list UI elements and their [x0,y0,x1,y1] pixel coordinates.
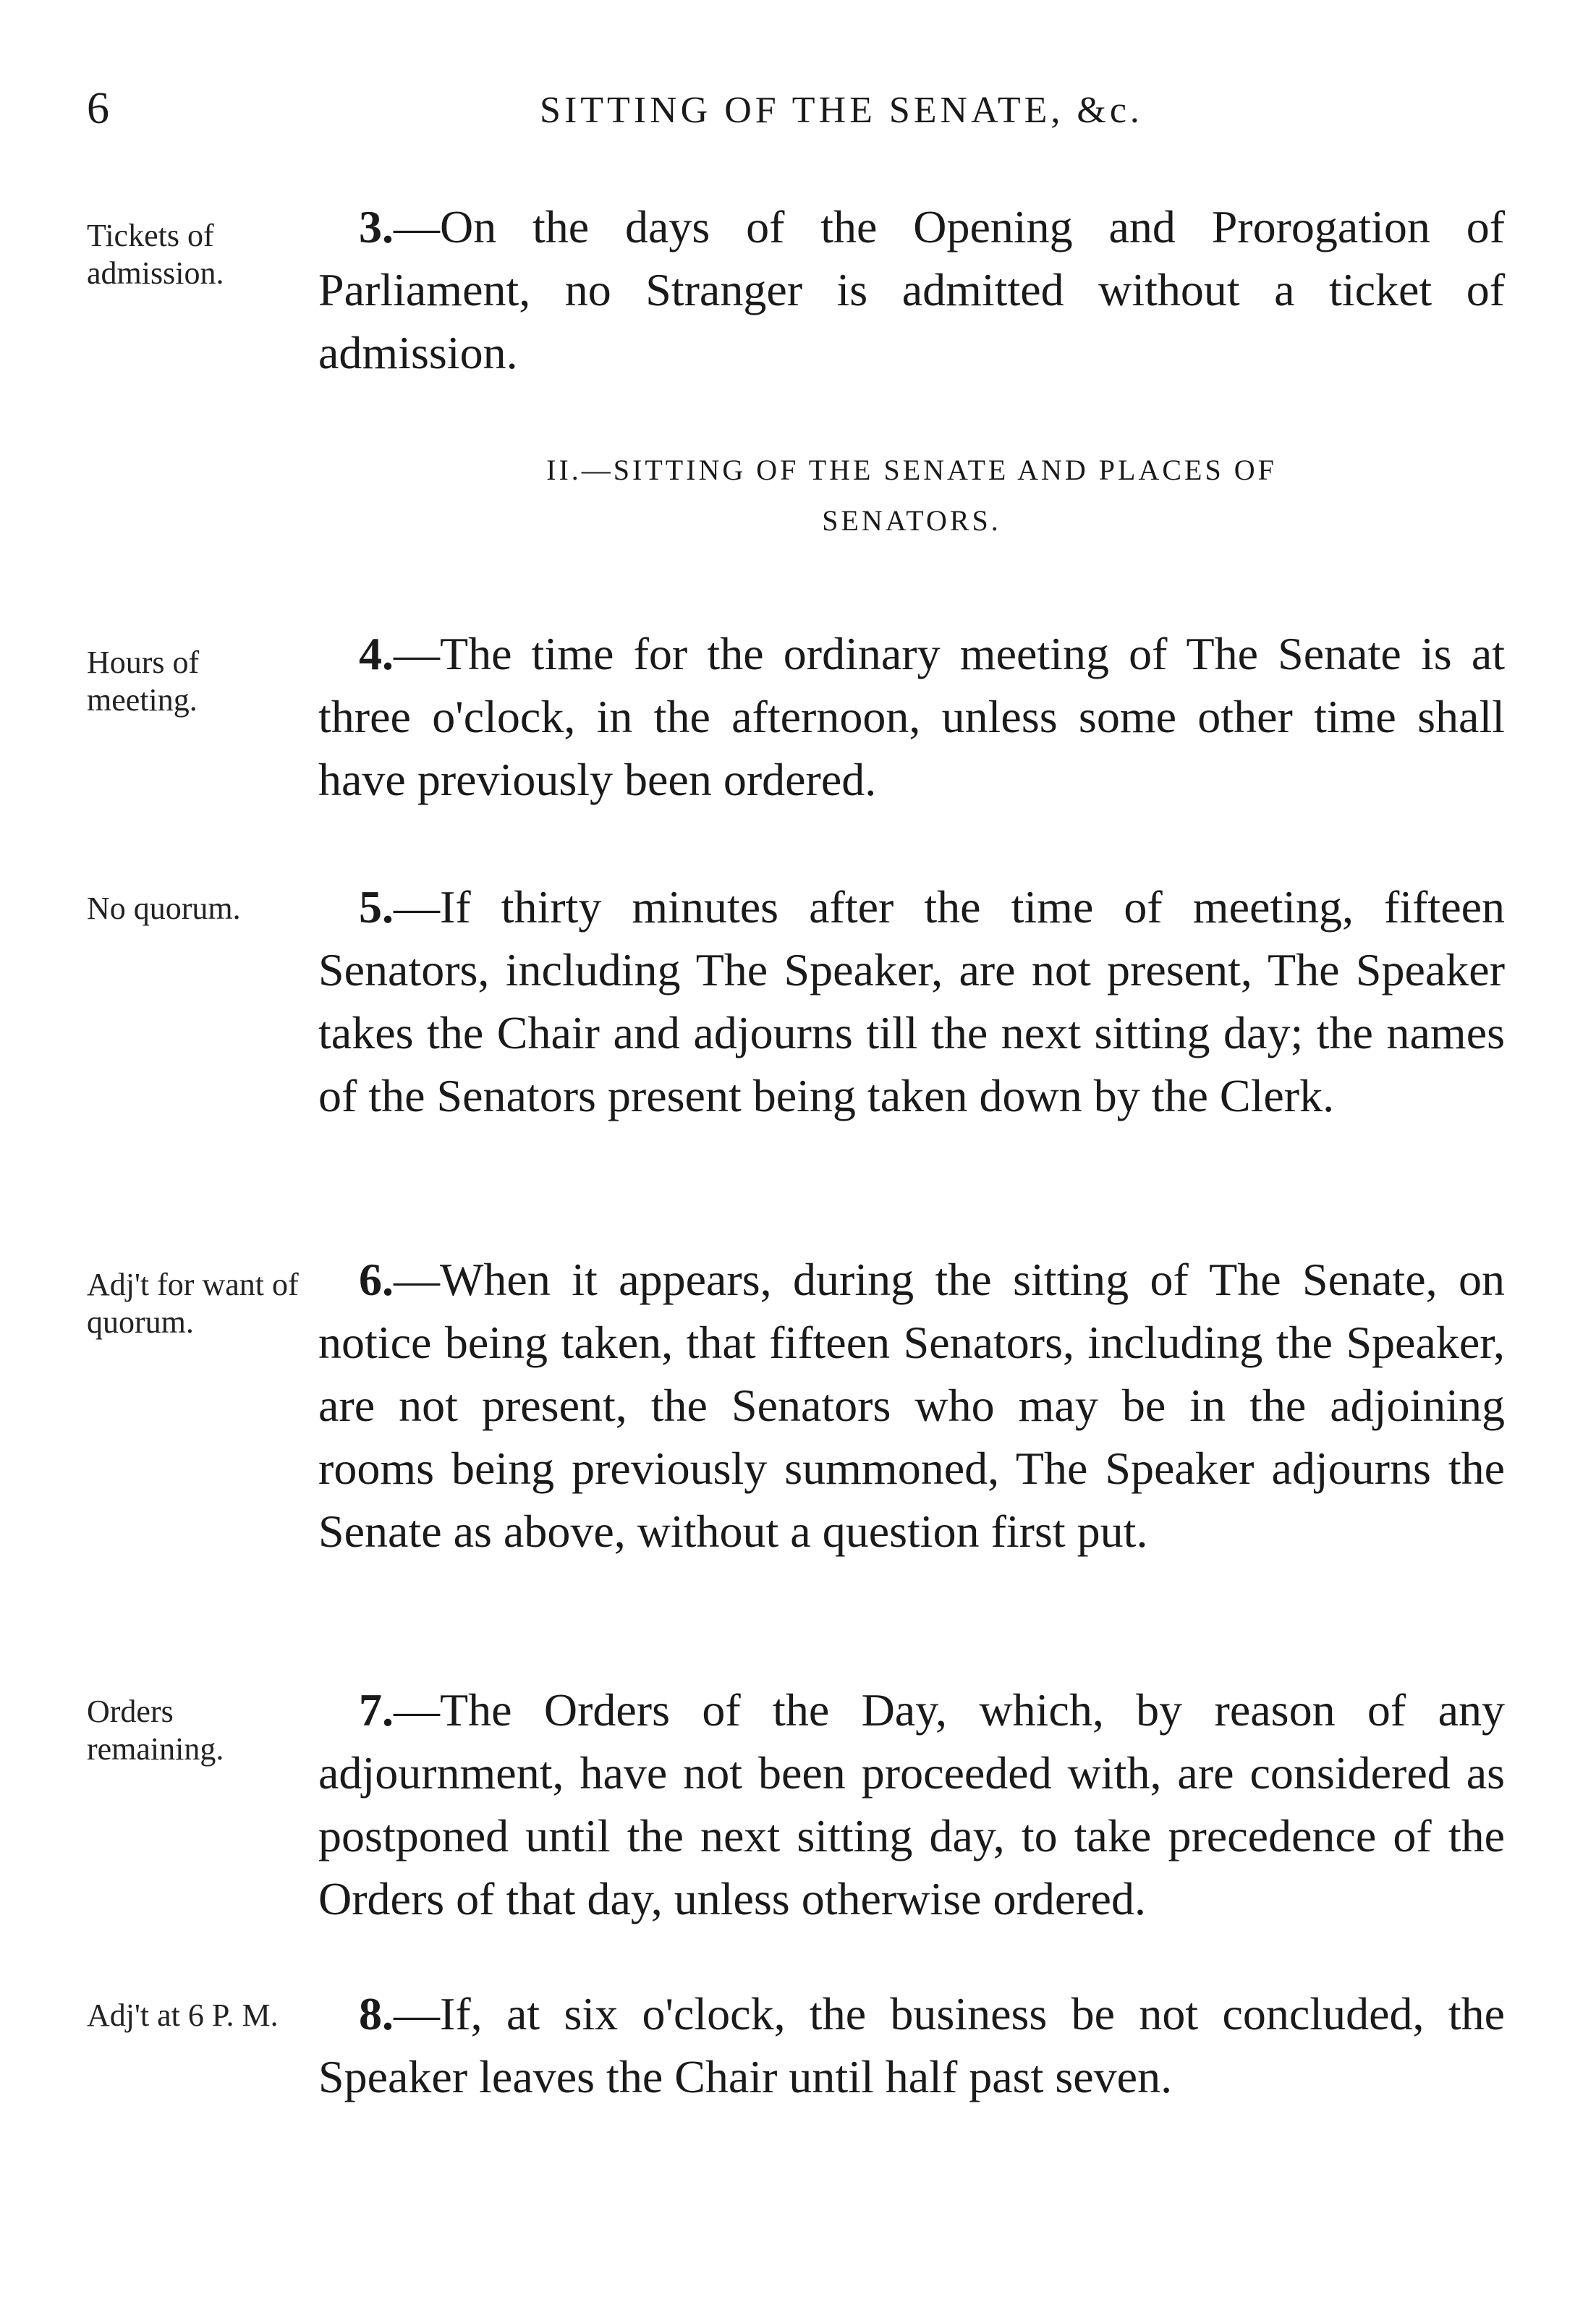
paragraph-number: 8. [359,1988,394,2039]
heading-line-2: SENATORS. [822,504,1001,537]
paragraph-number: 4. [359,628,394,679]
paragraph-text: —When it appears, during the sitting of The Senate, on notice being taken, that fifteen Senators, including the Speaker, are not present, the Senators who may be in the adjoining rooms being previously summoned, The Speaker adjourns the Senate as above, without a question first put. [318,1254,1505,1557]
paragraph-number: 6. [359,1254,394,1305]
paragraph-5 [318,875,1505,1127]
paragraph-7 [318,1678,1505,1930]
sidenote-no-quorum: No quorum. [87,891,241,926]
sidenote-adj-at-six: Adj't at 6 P. M. [87,1998,279,2033]
paragraph-3 [318,195,1505,384]
sidenote-hours: Hours of meeting. [87,645,200,718]
paragraph-text: —If, at six o'clock, the business be not concluded, the Speaker leaves the Chair until half past seven. [318,1988,1505,2102]
sidenote-adj-want-quorum: Adj't for want of quorum. [87,1267,299,1340]
paragraph-text: —If thirty minutes after the time of meeting, fifteen Senators, including The Speaker, are not present, The Speaker takes the Chair and adjourns till the next sitting day; the names of the Senators present being taken down by the Clerk. [318,881,1505,1121]
paragraph-number: 3. [359,201,394,252]
paragraph-number: 5. [359,881,394,933]
paragraph-text: —The time for the ordinary meeting of The Senate is at three o'clock, in the afternoon, unless some other time shall have previously been ordered. [318,628,1505,805]
paragraph-number: 7. [359,1684,394,1736]
page-number: 6 [87,84,109,133]
paragraph-8 [318,1982,1505,2108]
paragraph-4 [318,622,1505,811]
paragraph-text: —The Orders of the Day, which, by reason of any adjournment, have not been proceeded with, are considered as postponed until the next sitting day, to take precedence of the Orders of that day, unless otherwise ordered. [318,1684,1505,1924]
heading-line-1: II.—SITTING OF THE SENATE AND PLACES OF [546,454,1277,486]
sidenote-tickets: Tickets of admission. [87,218,224,291]
paragraph-text: —On the days of the Opening and Prorogation of Parliament, no Stranger is admitted without a ticket of admission. [318,201,1505,378]
paragraph-6 [318,1248,1505,1563]
page-header [87,83,1509,156]
running-head: SITTING OF THE SENATE, &c. [540,90,1143,131]
sidenote-orders-remaining: Orders remaining. [87,1694,224,1767]
section-heading [318,445,1505,546]
